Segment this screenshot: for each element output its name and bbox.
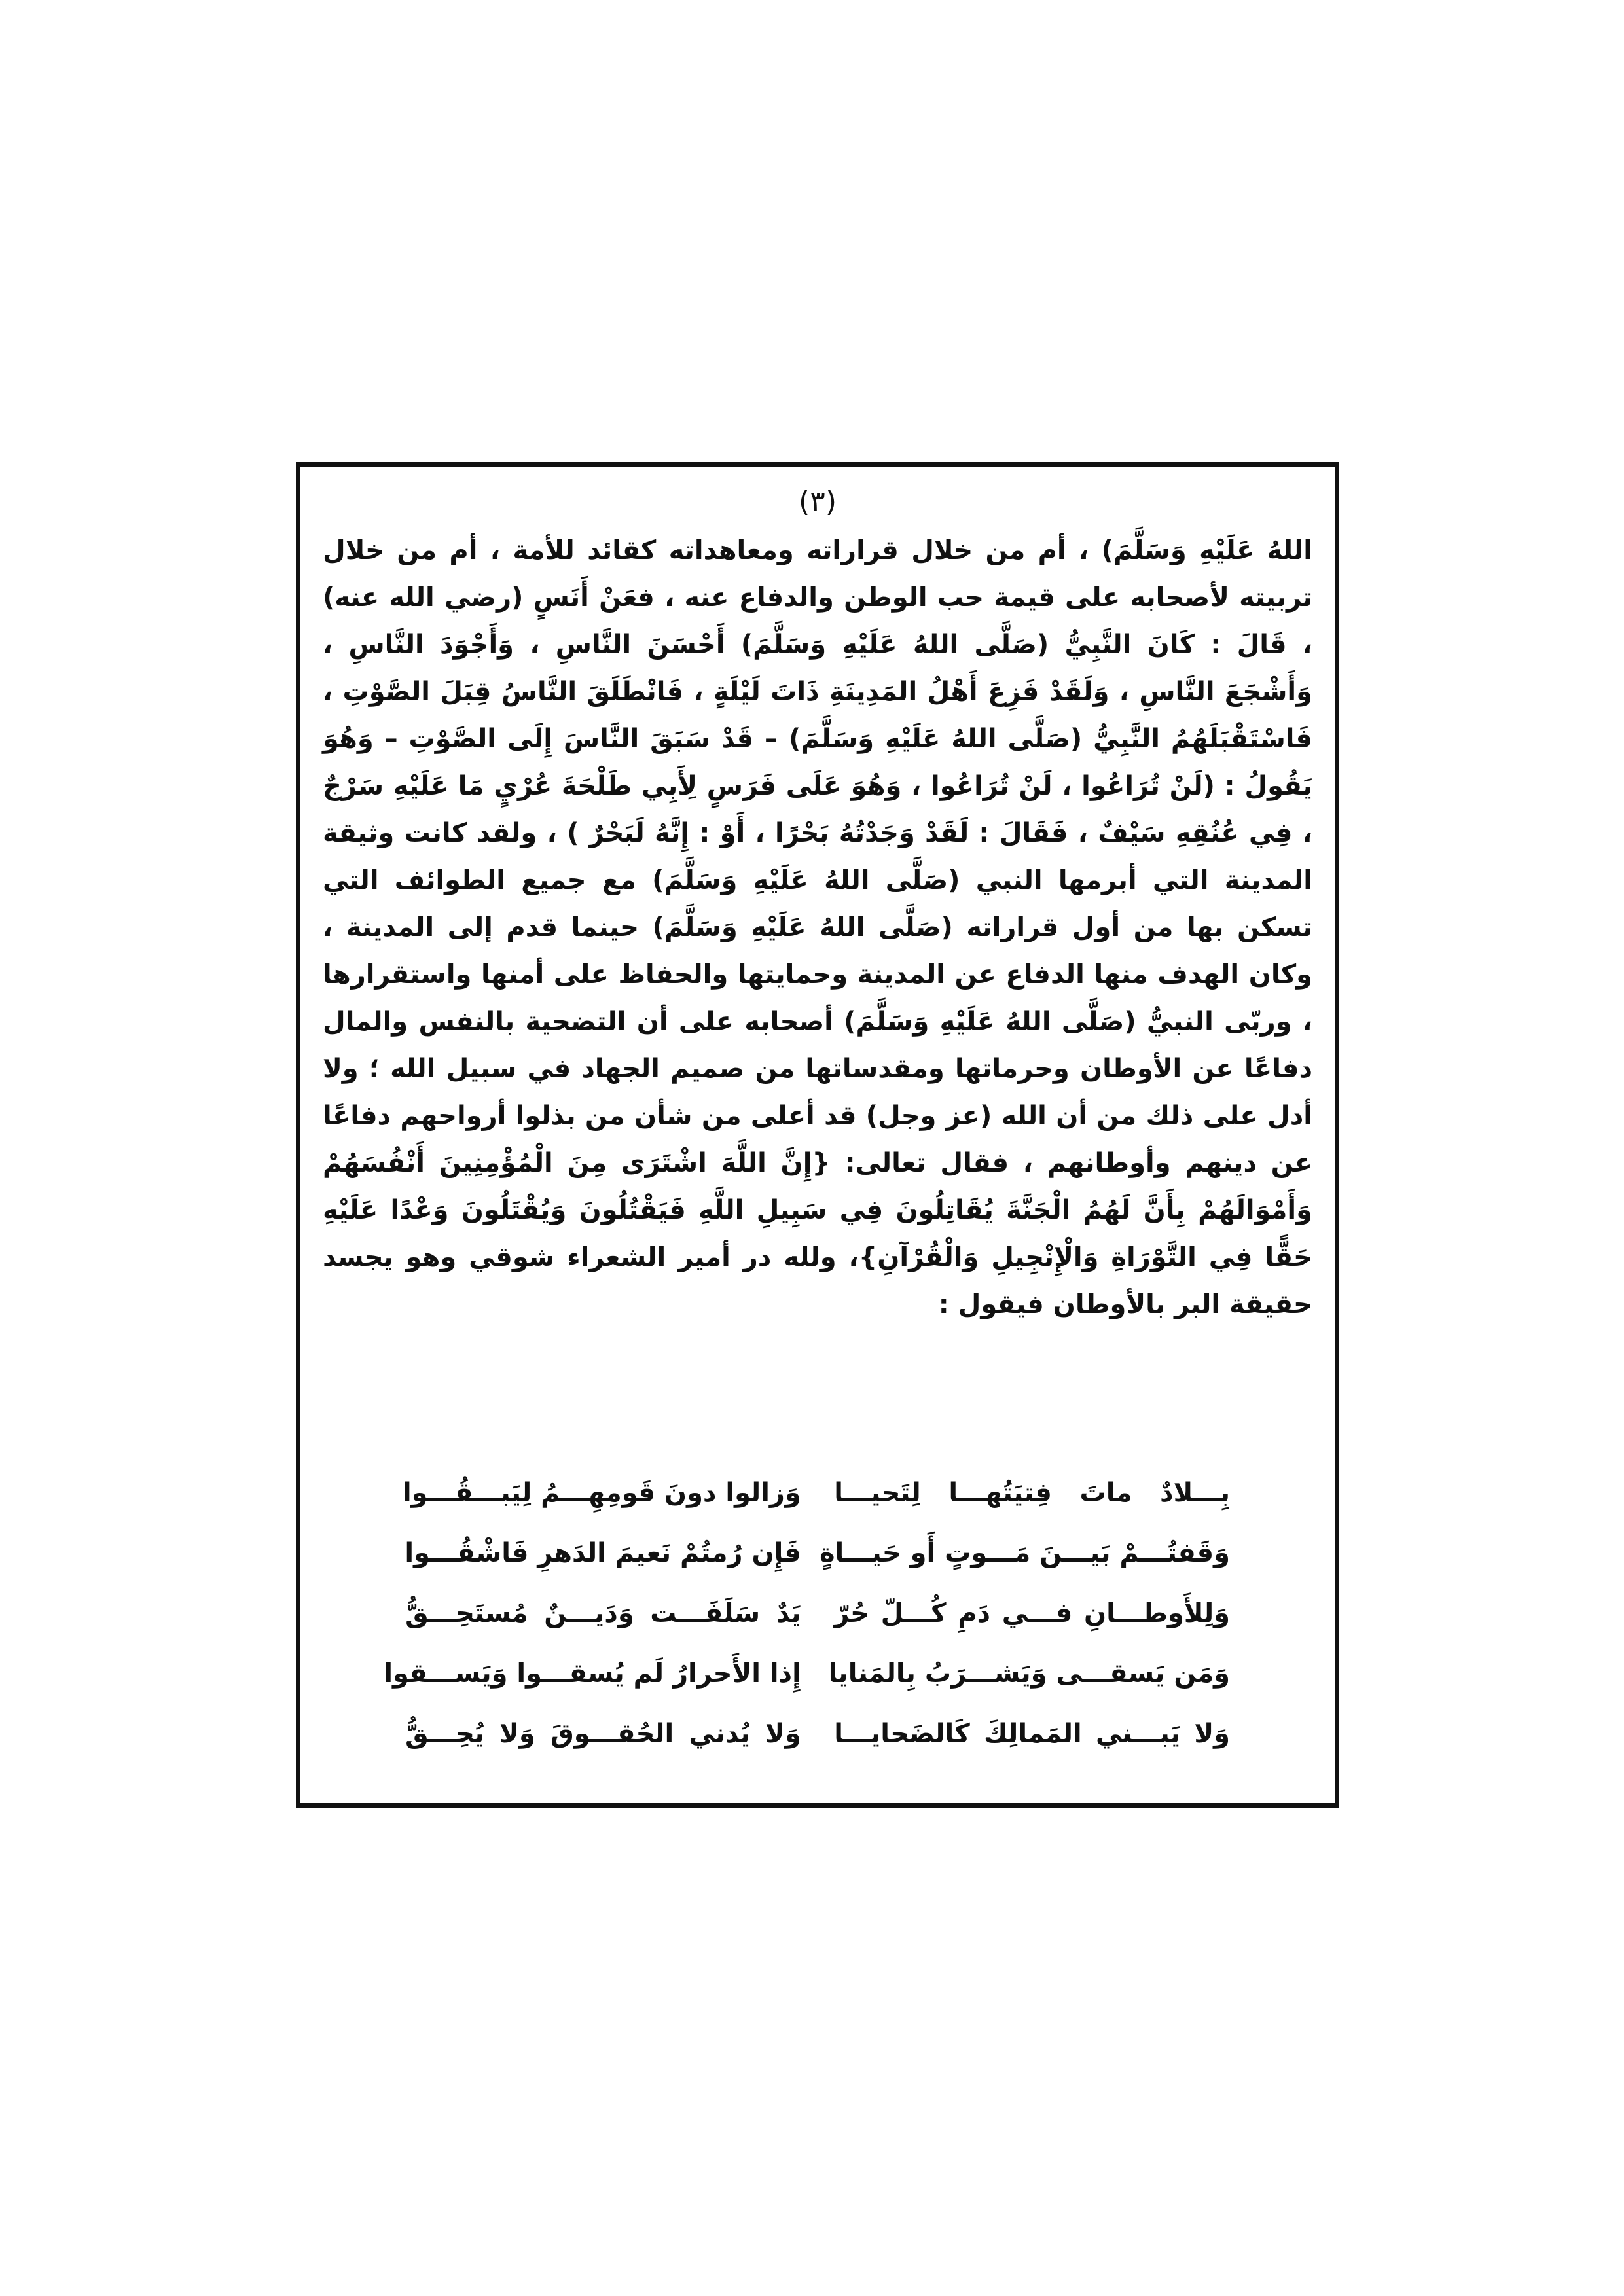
verse-second-hemistich: وَلا يُدني الحُقـــوقَ وَلا يُحِـــقُّ <box>405 1719 801 1749</box>
body-paragraph <box>323 527 1312 1328</box>
verse-first-hemistich: وَلِلأَوطـــانِ فـــي دَمِ كُـــلّ حُرّ <box>834 1598 1230 1628</box>
verse-second-hemistich: فَإِن رُمتُمْ نَعيمَ الدَهرِ فَاشْقُـــوا <box>405 1538 801 1568</box>
poem-verse <box>405 1523 1230 1583</box>
verse-first-hemistich: وَقَفتُـــمْ بَيـــنَ مَـــوتٍ أَو حَيـــاةٍ <box>819 1538 1230 1568</box>
verse-first-hemistich: وَمَن يَسقـــى وَيَشـــرَبُ بِالمَنايا <box>828 1659 1230 1689</box>
poem-verse <box>384 1643 1230 1704</box>
page-number: (٣) <box>799 485 837 518</box>
verse-second-hemistich: إِذا الأَحرارُ لَم يُسقـــوا وَيَســـقوا <box>384 1659 801 1689</box>
verse-first-hemistich: بِـــلادٌ ماتَ فِتيَتُهـــا لِتَحيـــا <box>834 1478 1230 1508</box>
poem-verse <box>405 1704 1230 1764</box>
verse-second-hemistich: وَزالوا دونَ قَومِهِـــمُ لِيَبـــقُـــوا <box>402 1478 801 1508</box>
poem <box>384 1463 1230 1764</box>
page-frame <box>296 462 1339 1808</box>
paragraph-text: اللهُ عَلَيْهِ وَسَلَّمَ) ، أم من خلال قراراته ومعاهداته كقائد للأمة ، أم من خلال تربيته لأصحابه على قيمة حب الوطن والدفاع عنه ، فعَنْ أَنَسٍ (رضي الله عنه) ، قَالَ : كَانَ النَّبِيُّ (صَلَّى اللهُ عَلَيْهِ وَسَلَّمَ) أَحْسَنَ النَّاسِ ، وَأَجْوَدَ النَّاسِ ، وَأَشْجَعَ النَّاسِ ، وَلَقَدْ فَزِعَ أَهْلُ المَدِينَةِ ذَاتَ لَيْلَةٍ ، فَانْطَلَقَ النَّاسُ قِبَلَ الصَّوْتِ ، فَاسْتَقْبَلَهُمُ النَّبِيُّ (صَلَّى اللهُ عَلَيْهِ وَسَلَّمَ) – قَدْ سَبَقَ النَّاسَ إِلَى الصَّوْتِ – وَهُوَ يَقُولُ : (لَنْ تُرَاعُوا ، لَنْ تُرَاعُوا ، وَهُوَ عَلَى فَرَسٍ لِأَبِي طَلْحَةَ عُرْيٍ مَا عَلَيْهِ سَرْجٌ ، فِي عُنُقِهِ سَيْفٌ ، فَقَالَ : لَقَدْ وَجَدْتُهُ بَحْرًا ، أَوْ : إِنَّهُ لَبَحْرٌ ) ، ولقد كانت وثيقة المدينة التي أبرمها النبي (صَلَّى اللهُ عَلَيْهِ وَسَلَّمَ) مع جميع الطوائف التي تسكن بها من أول قراراته (صَلَّى اللهُ عَلَيْهِ وَسَلَّمَ) حينما قدم إلى المدينة ، وكان الهدف منها الدفاع عن المدينة وحمايتها والحفاظ على أمنها واستقرارها ، وربّى النبيُّ (صَلَّى اللهُ عَلَيْهِ وَسَلَّمَ) أصحابه على أن التضحية بالنفس والمال دفاعًا عن الأوطان وحرماتها ومقدساتها من صميم الجهاد في سبيل الله ؛ ولا أدل على ذلك من أن الله (عز وجل) قد أعلى من شأن من بذلوا أرواحهم دفاعًا عن دينهم وأوطانهم ، فقال تعالى: {إِنَّ اللَّهَ اشْتَرَى مِنَ الْمُؤْمِنِينَ أَنْفُسَهُمْ وَأَمْوَالَهُمْ بِأَنَّ لَهُمُ الْجَنَّةَ يُقَاتِلُونَ فِي سَبِيلِ اللَّهِ فَيَقْتُلُونَ وَيُقْتَلُونَ وَعْدًا عَلَيْهِ حَقًّا فِي التَّوْرَاةِ وَالْإِنْجِيلِ وَالْقُرْآنِ}، ولله در أمير الشعراء شوقي وهو يجسد حقيقة البر بالأوطان فيقول : <box>323 535 1312 1319</box>
poem-verse <box>402 1463 1230 1523</box>
verse-second-hemistich: يَدٌ سَلَفَـــت وَدَيـــنٌ مُستَحِـــقُّ <box>405 1598 801 1628</box>
verse-first-hemistich: وَلا يَبـــني المَمالِكَ كَالضَحايـــا <box>834 1719 1230 1749</box>
poem-verse <box>405 1583 1230 1643</box>
